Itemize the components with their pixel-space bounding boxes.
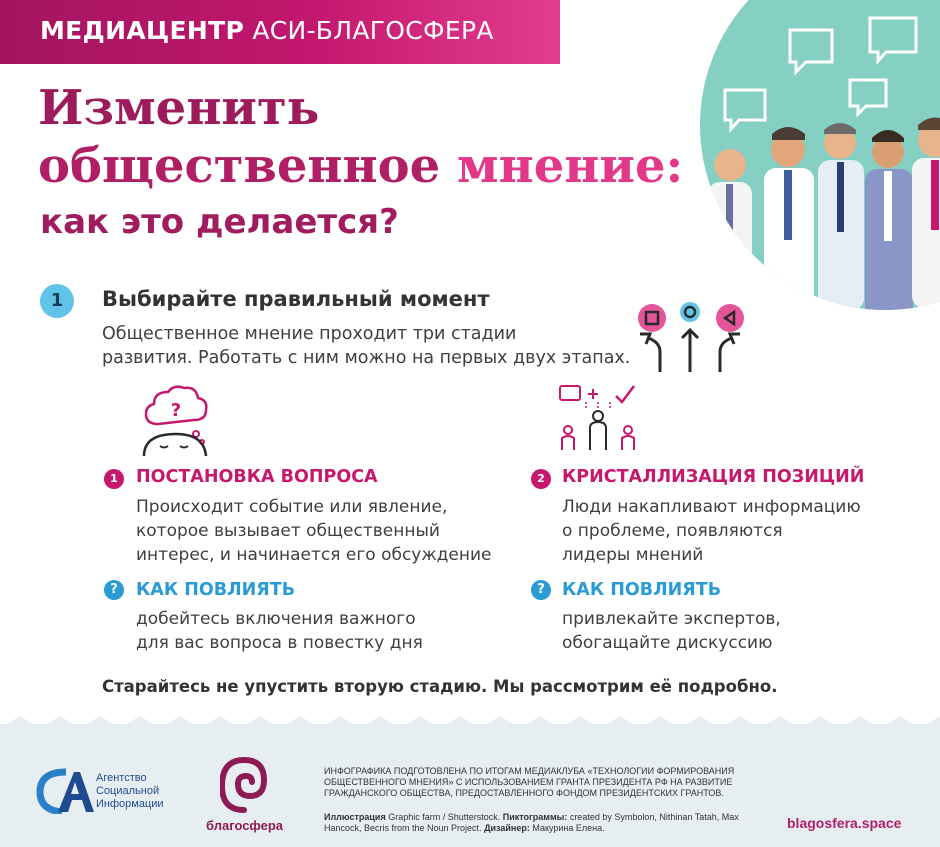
asi-logo-text [96, 772, 164, 811]
asi-logo [36, 768, 96, 814]
stage-2-how-title: КАК ПОВЛИЯТЬ [562, 580, 722, 600]
three-directions-icon [630, 296, 750, 374]
stage-2-how-text [562, 607, 902, 655]
credits-label: Пиктограммы: [502, 812, 568, 822]
stage-2-how-line: обогащайте дискуссию [562, 633, 773, 653]
stage-2-number: 2 [531, 469, 551, 489]
asi-line: Информации [96, 798, 164, 810]
stage-2-title: КРИСТАЛЛИЗАЦИЯ ПОЗИЦИЙ [562, 467, 865, 487]
stage-1-text-line: интерес, и начинается его обсуждение [136, 545, 492, 565]
site-link[interactable]: blagosfera.space [787, 815, 902, 831]
brand-rest: АСИ-БЛАГОСФЕРА [252, 16, 494, 45]
stage-1-how-title: КАК ПОВЛИЯТЬ [136, 580, 296, 600]
closing-note: Старайтесь не упустить вторую стадию. Мы рассмотрим её подробно. [102, 677, 778, 696]
step-title: Выбирайте правильный момент [102, 287, 490, 311]
credits-label: Иллюстрация [324, 812, 386, 822]
stage-2-text [562, 495, 902, 567]
asi-line: Агентство [96, 772, 147, 784]
title-line-1: Изменить [38, 80, 320, 136]
thinking-head-icon [136, 384, 216, 458]
stage-1-how-line: для вас вопроса в повестку дня [136, 633, 423, 653]
hero-illustration [700, 0, 940, 310]
question-icon: ? [104, 580, 124, 600]
crowd-illustration [700, 0, 940, 310]
stage-1-how-text [136, 607, 516, 655]
stage-2-text-line: лидеры мнений [562, 545, 704, 565]
step-description [102, 322, 642, 370]
credits-text: Graphic farm / Shutterstock. [385, 812, 503, 822]
asi-line: Социальной [96, 785, 160, 797]
brand-title [40, 16, 494, 45]
crowd-leader-icon [556, 380, 640, 454]
stage-2-how-line: привлекайте экспертов, [562, 609, 781, 629]
speech-bubble-icon [725, 16, 940, 129]
subtitle: как это делается? [40, 202, 399, 242]
stage-1-text-line: которое вызывает общественный [136, 521, 440, 541]
title-line-2 [38, 138, 684, 194]
step-number-badge: 1 [40, 284, 74, 318]
stage-2-text-line: о проблеме, появляются [562, 521, 783, 541]
brand-bold: МЕДИАЦЕНТР [40, 16, 245, 45]
stage-1-title: ПОСТАНОВКА ВОПРОСА [136, 467, 378, 487]
title-line-2a: общественное [38, 138, 441, 194]
credits-secondary [324, 812, 764, 834]
stage-1-text [136, 495, 516, 567]
step-desc-line-1: Общественное мнение проходит три стадии [102, 324, 517, 344]
stage-2-text-line: Люди накапливают информацию [562, 497, 861, 517]
stage-1-number: 1 [104, 469, 124, 489]
people-group [708, 115, 940, 310]
stage-1-text-line: Происходит событие или явление, [136, 497, 448, 517]
header-band [0, 0, 560, 64]
blagosfera-label: благосфера [206, 818, 284, 833]
blagosfera-logo [220, 756, 268, 814]
title-line-2b: мнение: [456, 138, 684, 194]
credits-text: Макурина Елена. [529, 823, 605, 833]
svg-text:?: ? [170, 400, 182, 421]
credits-main: ИНФОГРАФИКА ПОДГОТОВЛЕНА ПО ИТОГАМ МЕДИАКЛУБА «ТЕХНОЛОГИИ ФОРМИРОВАНИЯ ОБЩЕСТВЕННОГО МНЕНИЯ» С ИСПОЛЬЗОВАНИЕМ ГРАНТА ПРЕЗИДЕНТА РФ НА РАЗВИТИЕ ГРАЖДАНСКОГО ОБЩЕСТВА, ПРЕДОСТАВЛЕННОГО ФОНДОМ ПРЕЗИДЕНТСКИХ ГРАНТОВ. [324, 766, 735, 798]
credits-label: Дизайнер: [484, 823, 530, 833]
stage-1-how-line: добейтесь включения важного [136, 609, 416, 629]
step-desc-line-2: развития. Работать с ним можно на первых двух этапах. [102, 348, 631, 368]
question-icon: ? [531, 580, 551, 600]
credits-text: created by Symbolon, Nithinan Tatah, Max Hancock, Becris from the Noun Project. [324, 812, 739, 833]
